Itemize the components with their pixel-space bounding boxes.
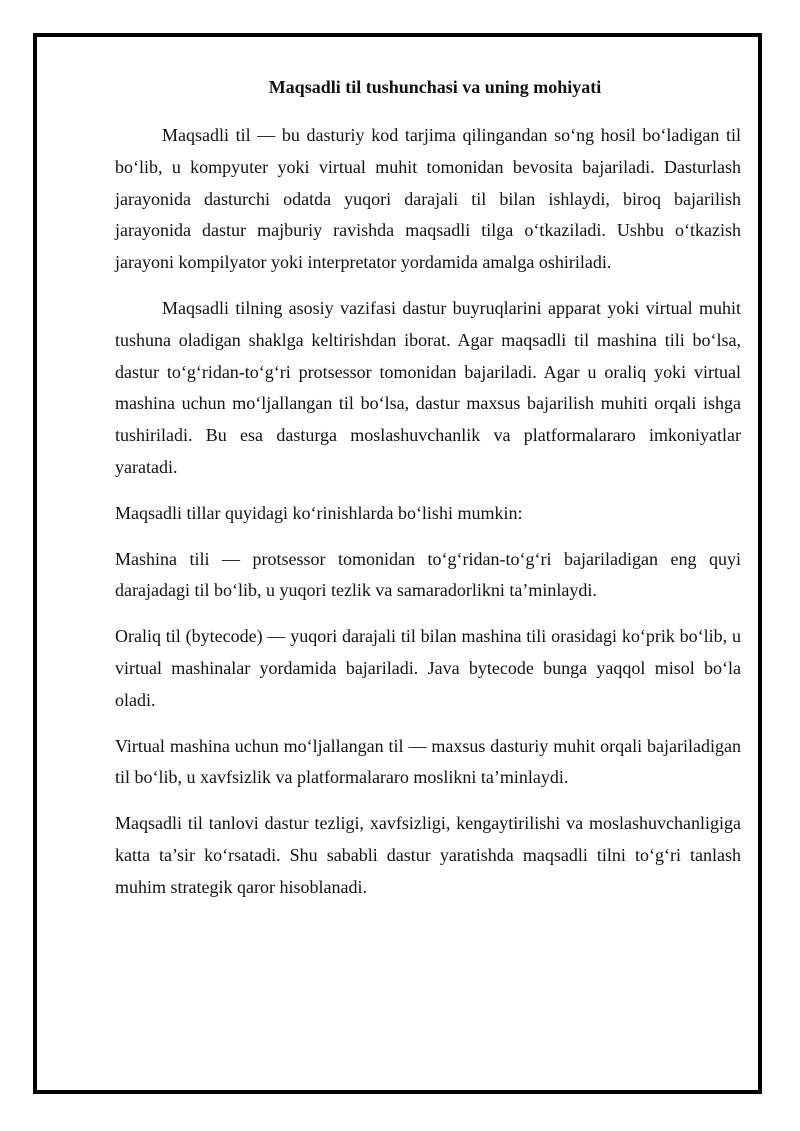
paragraph-virtual-machine: Virtual mashina uchun mo‘ljallangan til — maxsus dasturiy muhit orqali bajariladigan til bo‘lib, u xavfsizlik va platformalararo moslikni ta’minlaydi. [115, 735, 741, 788]
document-title: Maqsadli til tushunchasi va uning mohiyati [268, 77, 602, 97]
paragraph-types-intro: Maqsadli tillar quyidagi ko‘rinishlarda bo‘lishi mumkin: [115, 502, 523, 523]
paragraph-conclusion: Maqsadli til tanlovi dastur tezligi, xavfsizligi, kengaytirilishi va moslashuvchanligiga katta ta’sir ko‘rsatadi. Shu sababli dastur yaratishda maqsadli tilni to‘g‘ri tanlash muhim strategik qaror hisoblanadi. [115, 813, 741, 897]
paragraph-machine-language: Mashina tili — protsessor tomonidan to‘g‘ridan-to‘g‘ri bajariladigan eng quyi darajadagi til bo‘lib, u yuqori tezlik va samaradorlikni ta’minlaydi. [115, 548, 741, 601]
paragraph-purpose: Maqsadli tilning asosiy vazifasi dastur buyruqlarini apparat yoki virtual muhit tushuna oladigan shaklga keltirishdan iborat. Agar maqsadli til mashina tili bo‘lsa, dastur to‘g‘ridan-to‘g‘ri protsessor tomonidan bajariladi. Agar u oraliq yoki virtual mashina uchun mo‘ljallangan til bo‘lsa, dastur maxsus bajarilish muhiti orqali ishga tushiriladi. Bu esa dasturga moslashuvchanlik va platformalararo imkoniyatlar yaratadi. [115, 297, 741, 477]
paragraph-bytecode: Oraliq til (bytecode) — yuqori darajali til bilan mashina tili orasidagi ko‘prik bo‘lib, u virtual mashinalar yordamida bajariladi. Java bytecode bunga yaqqol misol bo‘la oladi. [115, 626, 741, 710]
paragraph-definition: Maqsadli til — bu dasturiy kod tarjima qilingandan so‘ng hosil bo‘ladigan til bo‘lib, u kompyuter yoki virtual muhit tomonidan bevosita bajariladi. Dasturlash jarayonida dasturchi odatda yuqori darajali til bilan ishlaydi, biroq bajarilish jarayonida dastur majburiy ravishda maqsadli tilga o‘tkaziladi. Ushbu o‘tkazish jarayoni kompilyator yoki interpretator yordamida amalga oshiriladi. [115, 125, 741, 273]
document-body [115, 74, 741, 904]
